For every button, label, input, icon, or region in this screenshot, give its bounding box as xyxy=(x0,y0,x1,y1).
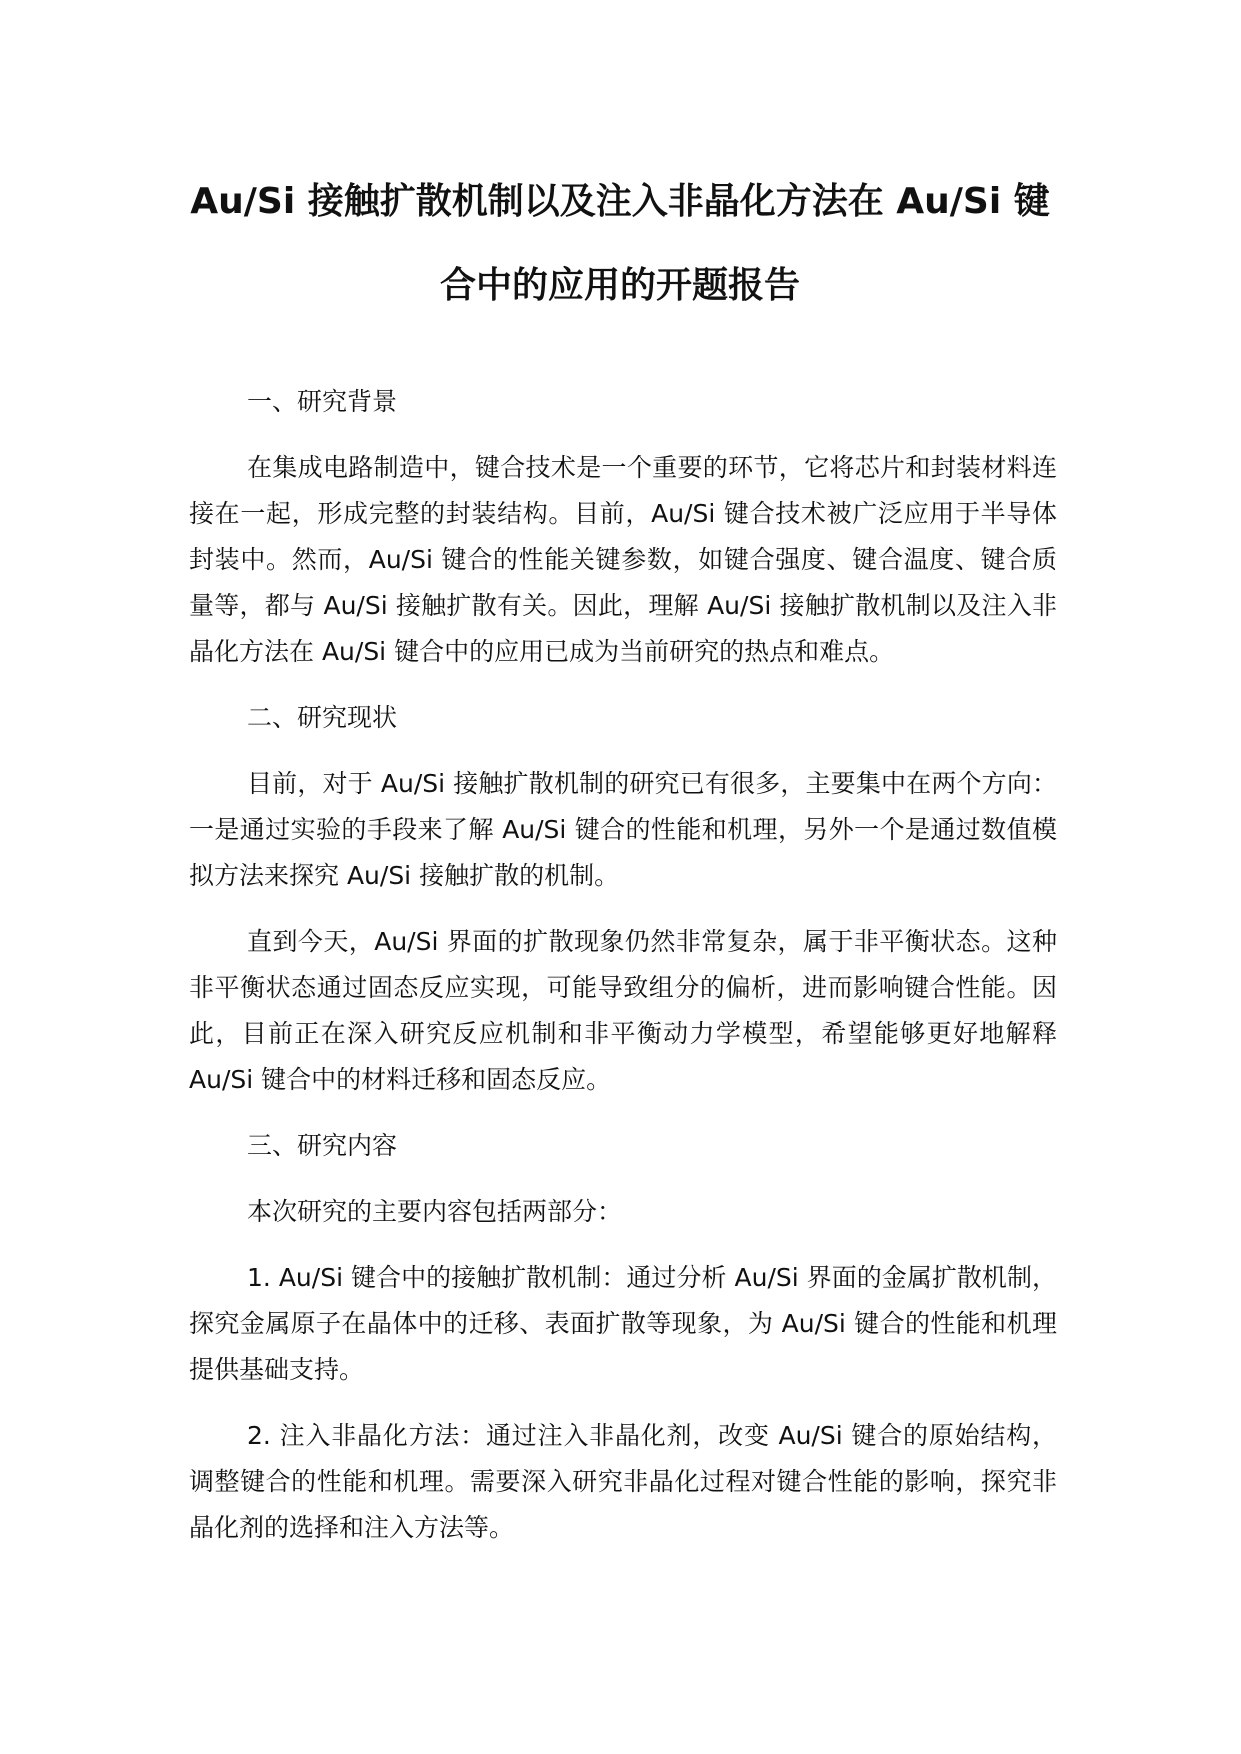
paragraph-content-intro: 本次研究的主要内容包括两部分： xyxy=(247,1197,623,1226)
document-title-line-2: 合中的应用的开题报告 xyxy=(439,265,800,306)
document-body xyxy=(189,379,1057,1551)
document-title-line-1: Au/Si 接触扩散机制以及注入非晶化方法在 Au/Si 键 xyxy=(190,181,1050,222)
section-heading-background: 一、研究背景 xyxy=(247,387,398,416)
paragraph-status-1: 目前，对于 Au/Si 接触扩散机制的研究已有很多，主要集中在两个方向：一是通过实验的手段来了解 Au/Si 键合的性能和机理，另外一个是通过数值模拟方法来探究 Au/Si 接触扩散的机制。 xyxy=(189,769,1057,890)
list-item-1: 1. Au/Si 键合中的接触扩散机制：通过分析 Au/Si 界面的金属扩散机制，探究金属原子在晶体中的迁移、表面扩散等现象，为 Au/Si 键合的性能和机理提供基础支持。 xyxy=(189,1263,1057,1384)
paragraph-status-2: 直到今天，Au/Si 界面的扩散现象仍然非常复杂，属于非平衡状态。这种非平衡状态通过固态反应实现，可能导致组分的偏析，进而影响键合性能。因此，目前正在深入研究反应机制和非平衡动力学模型，希望能够更好地解释 Au/Si 键合中的材料迁移和固态反应。 xyxy=(189,927,1057,1094)
section-heading-content: 三、研究内容 xyxy=(247,1131,398,1160)
list-item-2: 2. 注入非晶化方法：通过注入非晶化剂，改变 Au/Si 键合的原始结构，调整键合的性能和机理。需要深入研究非晶化过程对键合性能的影响，探究非晶化剂的选择和注入方法等。 xyxy=(189,1421,1057,1542)
paragraph-background: 在集成电路制造中，键合技术是一个重要的环节，它将芯片和封装材料连接在一起，形成完整的封装结构。目前，Au/Si 键合技术被广泛应用于半导体封装中。然而，Au/Si 键合的性能关键参数，如键合强度、键合温度、键合质量等，都与 Au/Si 接触扩散有关。因此，理解 Au/Si 接触扩散机制以及注入非晶化方法在 Au/Si 键合中的应用已成为当前研究的热点和难点。 xyxy=(189,453,1057,666)
section-heading-status: 二、研究现状 xyxy=(247,703,398,732)
